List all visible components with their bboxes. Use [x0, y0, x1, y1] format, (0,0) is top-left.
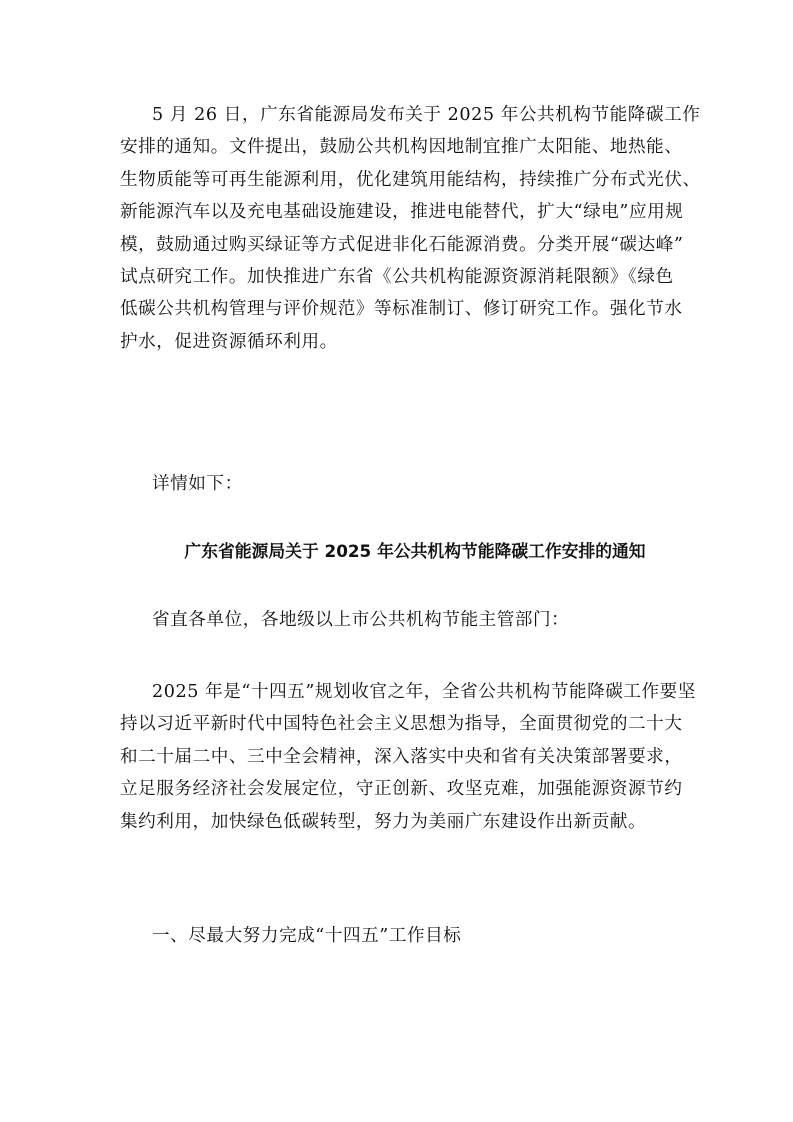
intro-line-1: 5 月 26 日，广东省能源局发布关于 2025 年公共机构节能降碳工作: [152, 105, 701, 125]
main-line-4: 立足服务经济社会发展定位，守正创新、攻坚克难，加强能源资源节约: [120, 779, 683, 799]
intro-line-2: 安排的通知。文件提出，鼓励公共机构因地制宜推广太阳能、地热能、: [120, 137, 683, 157]
intro-line-3: 生物质能等可再生能源利用，优化建筑用能结构，持续推广分布式光伏、: [120, 170, 701, 190]
intro-line-5: 模，鼓励通过购买绿证等方式促进非化石能源消费。分类开展“碳达峰”: [120, 235, 684, 255]
salutation: 省直各单位，各地级以上市公共机构节能主管部门：: [152, 610, 570, 630]
notice-title: 广东省能源局关于 2025 年公共机构节能降碳工作安排的通知: [184, 541, 646, 561]
main-line-1: 2025 年是“十四五”规划收官之年，全省公共机构节能降碳工作要坚: [152, 682, 696, 702]
intro-line-4: 新能源汽车以及充电基础设施建设，推进电能替代，扩大“绿电”应用规: [120, 202, 684, 222]
intro-line-6: 试点研究工作。加快推进广东省《公共机构能源资源消耗限额》《绿色: [120, 267, 674, 287]
main-line-3: 和二十届二中、三中全会精神，深入落实中央和省有关决策部署要求，: [120, 747, 683, 767]
intro-line-8: 护水，促进资源循环利用。: [120, 332, 338, 352]
intro-line-7: 低碳公共机构管理与评价规范》等标准制订、修订研究工作。强化节水: [120, 299, 683, 319]
main-line-2: 持以习近平新时代中国特色社会主义思想为指导，全面贯彻党的二十大: [120, 714, 683, 734]
main-line-5: 集约利用，加快绿色低碳转型，努力为美丽广东建设作出新贡献。: [120, 812, 647, 832]
section-heading-1: 一、尽最大努力完成“十四五”工作目标: [152, 926, 462, 946]
details-label: 详情如下：: [152, 474, 243, 494]
